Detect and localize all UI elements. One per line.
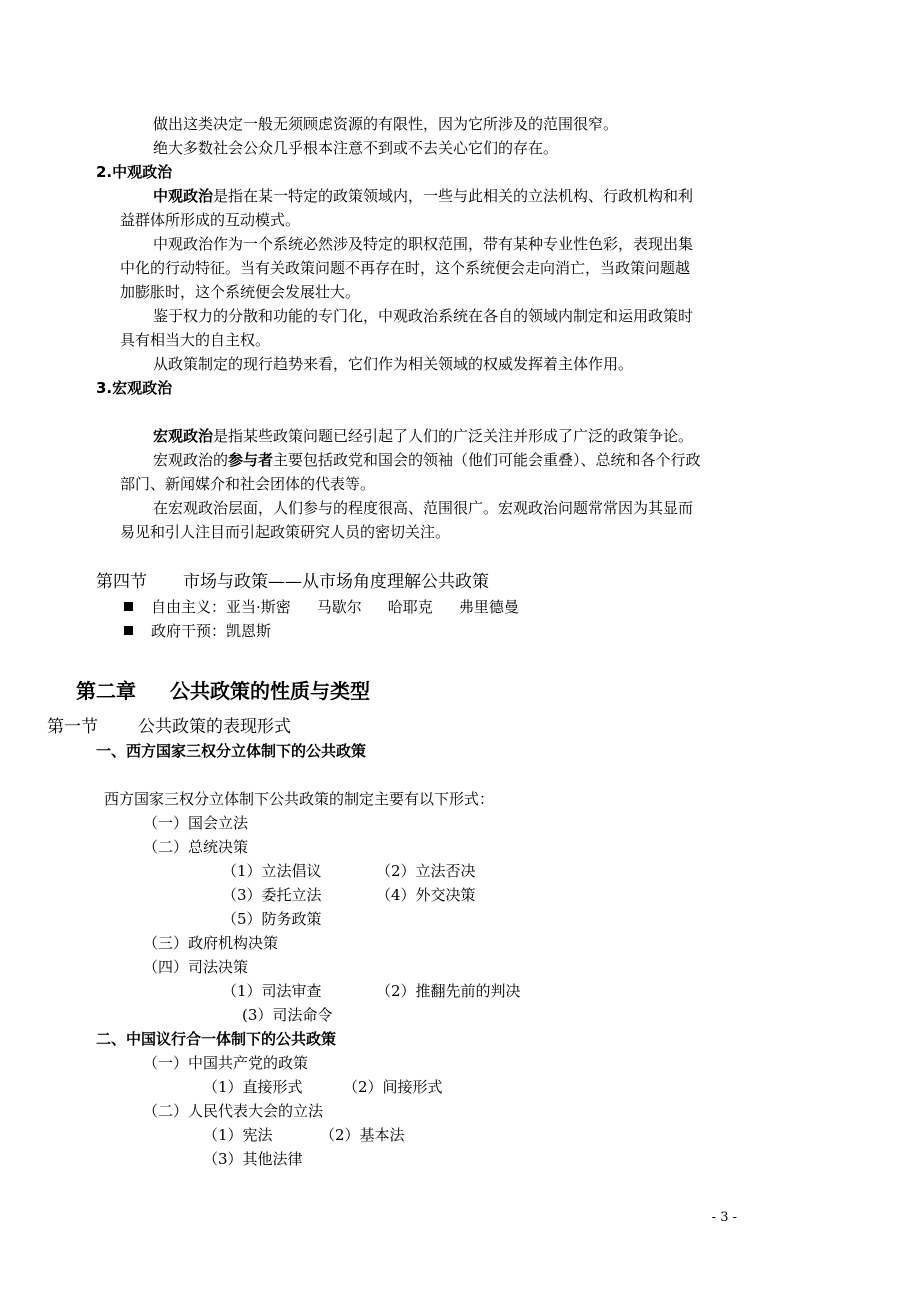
paragraph-text: 是指某些政策问题已经引起了人们的广泛关注并形成了广泛的政策争论。 [213, 427, 694, 445]
subsection-heading-meso: 2.中观政治 [96, 163, 173, 181]
list-subitem: （2）推翻先前的判决 [376, 982, 521, 1000]
list-subitem: （5）防务政策 [222, 910, 322, 928]
section-title: 公共政策的表现形式 [138, 717, 291, 737]
section-label: 第四节 [96, 572, 147, 592]
paragraph-line: 部门、新闻媒介和社会团体的代表等。 [120, 475, 376, 493]
list-subitem: （4）外交决策 [376, 886, 476, 904]
square-bullet-icon [124, 602, 133, 611]
subsection-heading-macro: 3.宏观政治 [96, 379, 173, 397]
bullet-text: 政府干预：凯恩斯 [151, 622, 272, 640]
list-item: （二）人民代表大会的立法 [143, 1102, 324, 1120]
bullet-name: 弗里德曼 [458, 598, 519, 616]
list-subitem: （1）直接形式 [203, 1078, 303, 1096]
chapter-title: 公共政策的性质与类型 [170, 679, 370, 703]
paragraph-text: 主要包括政党和国会的领袖（他们可能会重叠）、总统和各个行政 [273, 451, 701, 469]
list-item: （一）中国共产党的政策 [143, 1054, 309, 1072]
list-subitem: （3）其他法律 [203, 1150, 303, 1168]
list-item: （四）司法决策 [143, 958, 249, 976]
paragraph-line: 绝大多数社会公众几乎根本注意不到或不去关心它们的存在。 [153, 139, 559, 157]
list-subitem: （1）司法审查 [222, 982, 322, 1000]
paragraph-line: 中观政治作为一个系统必然涉及特定的职权范围，带有某种专业性色彩，表现出集 [153, 235, 694, 253]
paragraph-text: 是指在某一特定的政策领域内，一些与此相关的立法机构、行政机构和利 [213, 187, 694, 205]
list-item: （一）国会立法 [143, 814, 249, 832]
section-heading [47, 717, 291, 737]
list-subitem: （2）间接形式 [343, 1078, 443, 1096]
bullet-item [124, 622, 271, 640]
subsection-heading-china: 二、中国议行合一体制下的公共政策 [96, 1030, 337, 1048]
list-subitem: (3）司法命令 [242, 1006, 333, 1024]
square-bullet-icon [124, 626, 133, 635]
term-macro: 宏观政治 [153, 427, 214, 445]
paragraph-line: 鉴于权力的分散和功能的专门化，中观政治系统在各自的领域内制定和运用政策时 [153, 307, 694, 325]
section-title: 市场与政策——从市场角度理解公共政策 [183, 572, 489, 592]
bullet-text: 自由主义：亚当·斯密 [151, 598, 291, 616]
list-subitem: （2）立法否决 [376, 862, 476, 880]
list-subitem: （2）基本法 [320, 1126, 405, 1144]
bullet-name: 马歇尔 [316, 598, 362, 616]
term-meso: 中观政治 [153, 187, 214, 205]
paragraph-line [153, 451, 701, 469]
section-label: 第一节 [47, 717, 98, 737]
list-subitem: （1）宪法 [203, 1126, 273, 1144]
paragraph-line: 从政策制定的现行趋势来看，它们作为相关领域的权威发挥着主体作用。 [153, 355, 634, 373]
paragraph-line: 西方国家三权分立体制下公共政策的制定主要有以下形式： [104, 790, 495, 808]
list-subitem: （1）立法倡议 [222, 862, 322, 880]
paragraph-line [153, 187, 693, 205]
paragraph-line: 易见和引人注目而引起政策研究人员的密切关注。 [120, 523, 451, 541]
paragraph-line [153, 427, 693, 445]
list-item: （三）政府机构决策 [143, 934, 279, 952]
term-participants: 参与者 [228, 451, 274, 469]
chapter-label: 第二章 [76, 679, 136, 703]
section-heading [96, 572, 489, 592]
bullet-name: 哈耶克 [387, 598, 433, 616]
subsection-heading-western: 一、西方国家三权分立体制下的公共政策 [96, 742, 367, 760]
paragraph-line: 在宏观政治层面，人们参与的程度很高、范围很广。宏观政治问题常常因为其显而 [153, 499, 694, 517]
paragraph-line: 加膨胀时，这个系统便会发展壮大。 [120, 283, 361, 301]
chapter-heading [76, 679, 370, 703]
bullet-item [124, 598, 519, 616]
paragraph-line: 具有相当大的自主权。 [120, 331, 271, 349]
list-subitem: （3）委托立法 [222, 886, 322, 904]
list-item: （二）总统决策 [143, 838, 249, 856]
page-number: - 3 - [711, 1210, 737, 1225]
paragraph-text: 宏观政治的 [153, 451, 229, 469]
paragraph-line: 做出这类决定一般无须顾虑资源的有限性，因为它所涉及的范围很窄。 [153, 115, 619, 133]
paragraph-line: 益群体所形成的互动模式。 [120, 211, 301, 229]
paragraph-line: 中化的行动特征。当有关政策问题不再存在时，这个系统便会走向消亡，当政策问题越 [120, 259, 691, 277]
